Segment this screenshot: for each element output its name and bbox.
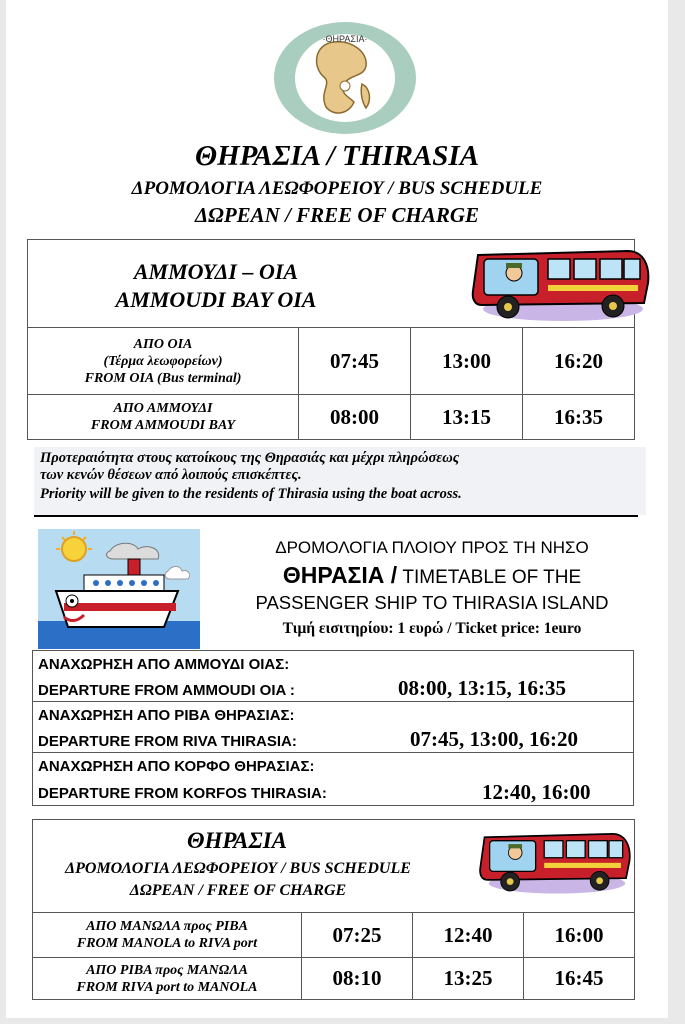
ticket-price: Τιμή εισιτηρίου: 1 ευρώ / Ticket price: 1euro [282, 620, 582, 637]
ship-heading-line3: PASSENGER SHIP TO THIRASIA ISLAND [255, 592, 609, 613]
schedule-page [6, 0, 668, 1018]
bus2-row2-label-line1: ΑΠΟ ΡΙΒΑ προς ΜΑΝΩΛΑ [86, 962, 248, 978]
bus1-row1-time3: 16:20 [522, 327, 635, 395]
bus1-row2-time3: 16:35 [522, 394, 635, 440]
bus2-title: ΘΗΡΑΣΙΑ [186, 828, 288, 853]
ship-row1-gr: ΑΝΑΧΩΡΗΣΗ ΑΠΟ ΑΜΜΟΥΔΙ ΟΙΑΣ: [38, 656, 290, 673]
ship-heading-timetable: TIMETABLE OF THE [397, 567, 582, 588]
bus2-row2-time3: 16:45 [523, 957, 635, 1000]
bus1-row1-label [27, 327, 299, 395]
bus2-row1-time2: 12:40 [412, 912, 524, 958]
notice-line1: Προτεραιότητα στους κατοίκους της Θηρασιάς και μέχρι πληρώσεως [40, 450, 460, 466]
bus2-row1-time3: 16:00 [523, 912, 635, 958]
bus2-row2-label-line2: FROM RIVA port to MANOLA [76, 979, 258, 995]
ship-row2-times: 07:45, 13:00, 16:20 [410, 727, 578, 751]
bus2-row1-time1: 07:25 [301, 912, 413, 958]
bus2-row2-time2: 13:25 [412, 957, 524, 1000]
ship-icon [38, 529, 200, 649]
bus1-row2-time2: 13:15 [410, 394, 523, 440]
notice-box [34, 447, 646, 515]
bus1-row2-label-line2: FROM AMMOUDI BAY [90, 418, 236, 433]
thirasia-logo [274, 22, 416, 134]
ship-row3-gr: ΑΝΑΧΩΡΗΣΗ ΑΠΟ ΚΟΡΦΟ ΘΗΡΑΣΙΑΣ: [38, 758, 315, 775]
ship-row1-en: DEPARTURE FROM AMMOUDI OIA : [38, 682, 295, 699]
ship-row3-times: 12:40, 16:00 [482, 780, 591, 804]
page-title: ΘΗΡΑΣΙΑ / THIRASIA [194, 140, 480, 172]
bus-icon-2 [476, 826, 638, 898]
ship-row2-en: DEPARTURE FROM RIVA THIRASIA: [38, 733, 297, 750]
bus2-row1-label-line1: ΑΠΟ ΜΑΝΩΛΑ προς ΡΙΒΑ [86, 919, 248, 934]
notice-line2: των κενών θέσεων από λοιπούς επισκέπτες. [40, 467, 302, 483]
bus2-row1-label-line2: FROM MANOLA to RIVA port [76, 936, 258, 951]
bus1-row1-label-line3: FROM OIA (Bus terminal) [84, 370, 242, 386]
ship-heading-thirasia: ΘΗΡΑΣΙΑ / [282, 562, 398, 588]
bus2-free: ΔΩΡΕΑΝ / FREE OF CHARGE [129, 882, 347, 899]
ship-heading-line1: ΔΡΟΜΟΛΟΓΙΑ ΠΛΟΙΟΥ ΠΡΟΣ ΤΗ ΝΗΣΟ [275, 538, 589, 557]
bus-icon [468, 243, 658, 325]
bus1-row1-time2: 13:00 [410, 327, 523, 395]
bus1-title-en: AMMOUDI BAY OIA [115, 287, 317, 312]
notice-underline [34, 515, 638, 517]
bus1-row2-label-line1: ΑΠΟ ΑΜΜΟΥΔΙ [113, 401, 213, 416]
bus2-row2-time1: 08:10 [301, 957, 413, 1000]
page-subtitle-free: ΔΩΡΕΑΝ / FREE OF CHARGE [194, 203, 480, 227]
logo-text: ·ΘΗΡΑΣΙΑ· [322, 34, 368, 44]
bus1-row1-label-line2: (Τέρμα λεωφορείων) [103, 353, 223, 369]
ship-heading-line2 [202, 562, 662, 589]
bus2-row1-label [32, 912, 302, 958]
bus1-row1-label-line1: ΑΠΟ ΟΙΑ [133, 336, 193, 352]
bus2-row2-label [32, 957, 302, 1000]
ship-row3-en: DEPARTURE FROM KORFOS THIRASIA: [38, 785, 327, 802]
bus1-row1-time1: 07:45 [298, 327, 411, 395]
bus2-subtitle: ΔΡΟΜΟΛΟΓΙΑ ΛΕΩΦΟΡΕΙΟΥ / BUS SCHEDULE [65, 860, 411, 877]
bus1-row2-label [27, 394, 299, 440]
ship-row1-times: 08:00, 13:15, 16:35 [398, 676, 566, 700]
ship-row2-gr: ΑΝΑΧΩΡΗΣΗ ΑΠΟ ΡΙΒΑ ΘΗΡΑΣΙΑΣ: [38, 707, 295, 724]
page-subtitle: ΔΡΟΜΟΛΟΓΙΑ ΛΕΩΦΟΡΕΙΟΥ / BUS SCHEDULE [131, 178, 543, 199]
notice-line3: Priority will be given to the residents of Thirasia using the boat across. [40, 486, 462, 502]
bus1-title-gr: ΑΜΜΟΥΔΙ – ΟΙΑ [133, 259, 299, 284]
bus1-row2-time1: 08:00 [298, 394, 411, 440]
